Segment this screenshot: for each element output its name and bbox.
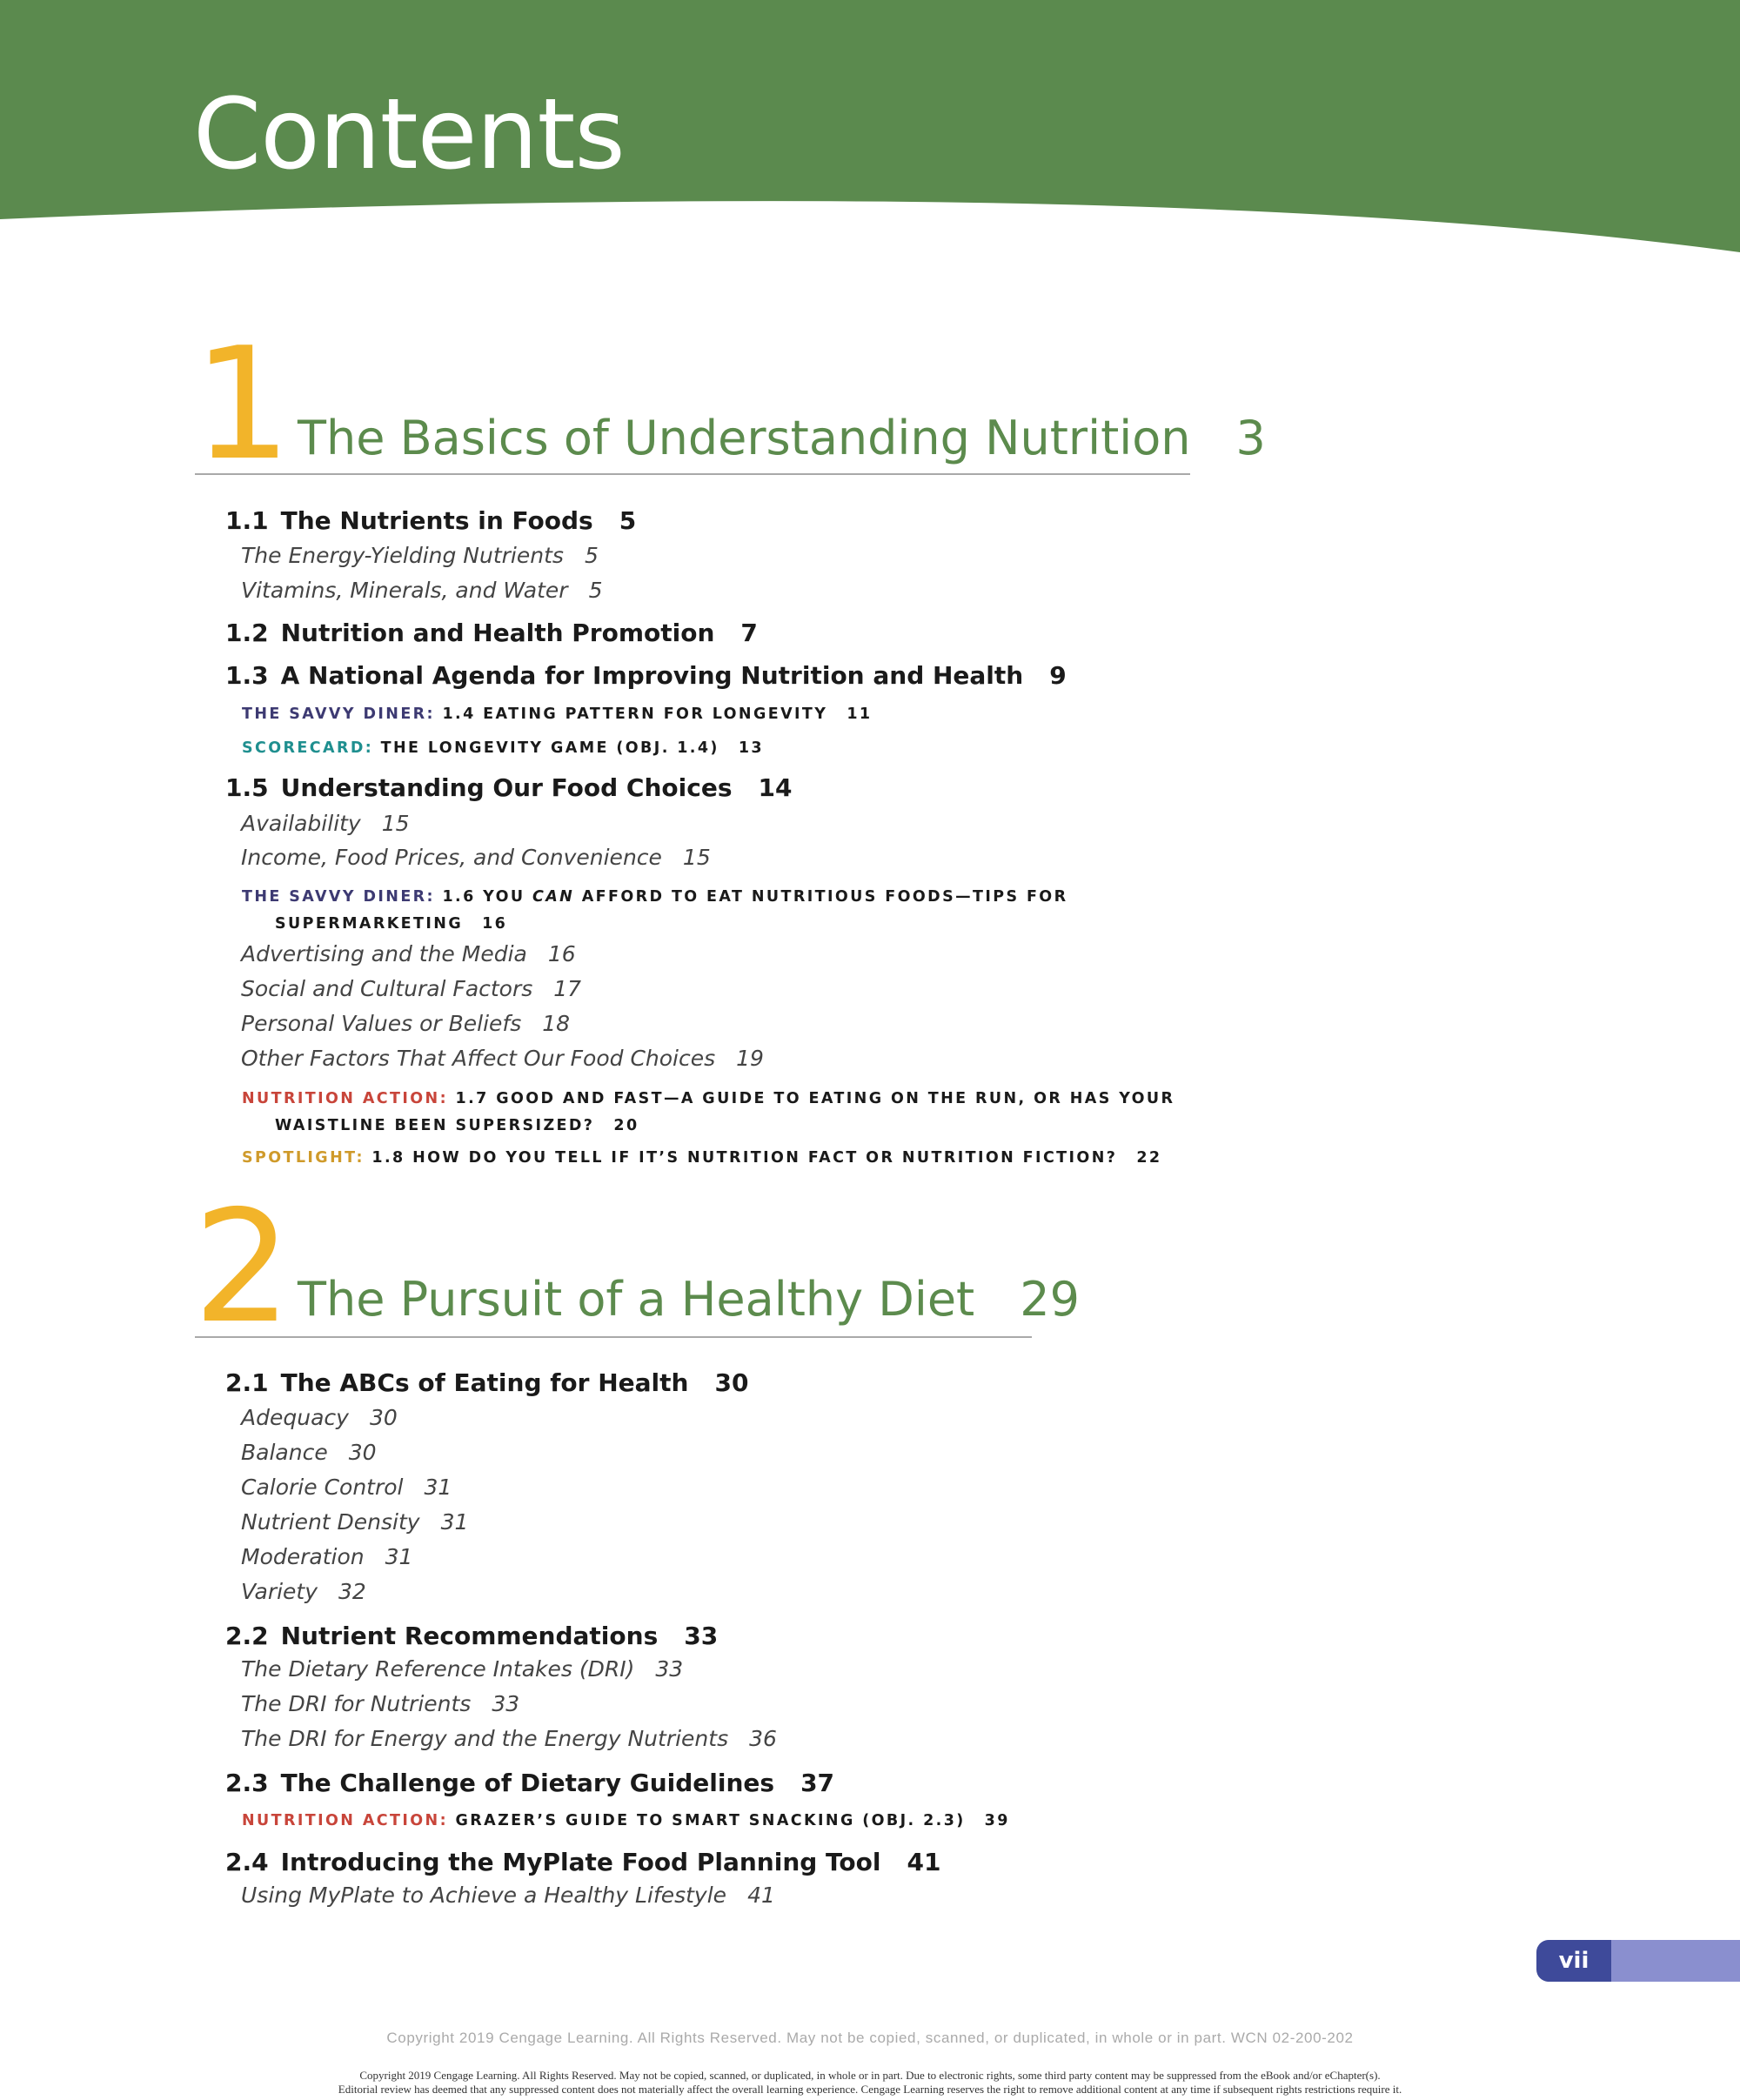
- copyright-notice: Copyright 2019 Cengage Learning. All Rights Reserved. May not be copied, scanned, or duplicated, in whole or in part. WCN 02-200-202: [386, 2030, 1354, 2046]
- subsection-page: 18: [542, 1011, 571, 1036]
- feature-title: 1.4 EATING PATTERN FOR LONGEVITY: [442, 706, 828, 723]
- subsection-page: 5: [584, 543, 599, 568]
- section-number: 1.2: [225, 619, 269, 647]
- subsection-entry[interactable]: [241, 1656, 683, 1682]
- subsection-page: 31: [385, 1544, 413, 1569]
- feature-label: SPOTLIGHT:: [242, 1149, 365, 1167]
- fine-print-line-2: Editorial review has deemed that any suppressed content does not materially affect the overall learning experience. Cengage Learning reserves the right to remove additional content at any time if subsequent rights restrictions require it.: [338, 2083, 1402, 2096]
- subsection-page: 15: [381, 811, 410, 836]
- subsection-title: Using MyPlate to Achieve a Healthy Lifestyle: [241, 1883, 727, 1908]
- page-title: Contents: [193, 78, 625, 191]
- feature-label: THE SAVVY DINER:: [242, 706, 435, 723]
- feature-title: THE LONGEVITY GAME (OBJ. 1.4): [380, 739, 719, 757]
- feature-entry[interactable]: [242, 735, 764, 762]
- section-number: 2.1: [225, 1368, 269, 1397]
- subsection-entry[interactable]: [241, 976, 581, 1002]
- section-page: 7: [740, 619, 758, 647]
- subsection-page: 30: [348, 1440, 377, 1465]
- subsection-entry[interactable]: [241, 1011, 570, 1037]
- feature-label: NUTRITION ACTION:: [242, 1812, 448, 1829]
- section-page: 41: [907, 1848, 941, 1876]
- subsection-page: 32: [338, 1579, 366, 1604]
- feature-entry[interactable]: [242, 1808, 1010, 1835]
- feature-line-1: [242, 884, 1067, 911]
- section-title: The ABCs of Eating for Health: [280, 1368, 689, 1397]
- subsection-page: 31: [424, 1475, 452, 1500]
- feature-entry[interactable]: [242, 1145, 1161, 1172]
- subsection-title: The Energy-Yielding Nutrients: [241, 543, 564, 568]
- feature-label: NUTRITION ACTION:: [242, 1090, 448, 1107]
- feature-title-emphasis: CAN: [532, 888, 575, 906]
- subsection-entry[interactable]: [241, 811, 410, 837]
- section-number: 2.4: [225, 1848, 269, 1876]
- subsection-page: 5: [588, 578, 603, 603]
- chapter-title[interactable]: [298, 412, 1266, 465]
- fine-print-line-1: Copyright 2019 Cengage Learning. All Rights Reserved. May not be copied, scanned, or duplicated, in whole or in part. Due to electronic rights, some third party content may be suppressed from the eBook and/or eChapter(s).: [359, 2069, 1381, 2082]
- subsection-page: 17: [553, 976, 582, 1001]
- section-number: 1.1: [225, 506, 269, 535]
- section-entry[interactable]: [225, 773, 792, 803]
- feature-page: 11: [847, 706, 873, 723]
- section-page: 9: [1049, 661, 1067, 690]
- feature-page: 20: [613, 1117, 639, 1134]
- section-title: Introducing the MyPlate Food Planning Tool: [280, 1848, 881, 1876]
- chapter-page: 3: [1235, 411, 1266, 465]
- subsection-entry[interactable]: [241, 1509, 468, 1535]
- subsection-title: The DRI for Energy and the Energy Nutrients: [241, 1726, 729, 1751]
- subsection-title: Nutrient Density: [241, 1509, 420, 1535]
- subsection-title: Income, Food Prices, and Convenience: [241, 845, 662, 870]
- feature-entry[interactable]: [242, 1086, 1174, 1140]
- section-page: 30: [714, 1368, 749, 1397]
- section-entry[interactable]: [225, 506, 636, 536]
- section-number: 1.3: [225, 661, 269, 690]
- subsection-page: 41: [747, 1883, 775, 1908]
- chapter-page: 29: [1020, 1272, 1080, 1327]
- feature-page: 13: [738, 739, 764, 757]
- subsection-entry[interactable]: [241, 543, 599, 569]
- subsection-entry[interactable]: [241, 578, 602, 604]
- subsection-entry[interactable]: [241, 1475, 452, 1501]
- section-title: Nutrient Recommendations: [280, 1622, 659, 1650]
- chapter-number: 1: [193, 314, 292, 494]
- section-entry[interactable]: [225, 661, 1067, 691]
- subsection-page: 19: [736, 1046, 764, 1071]
- subsection-title: Adequacy: [241, 1405, 349, 1430]
- section-page: 37: [800, 1769, 835, 1797]
- section-title: Nutrition and Health Promotion: [280, 619, 715, 647]
- section-title: The Challenge of Dietary Guidelines: [280, 1769, 775, 1797]
- feature-line-1: [242, 1086, 1174, 1113]
- subsection-page: 31: [440, 1509, 469, 1535]
- subsection-entry[interactable]: [241, 1579, 366, 1605]
- feature-label: THE SAVVY DINER:: [242, 888, 435, 906]
- feature-title-cont: WAISTLINE BEEN SUPERSIZED?: [275, 1117, 595, 1134]
- section-entry[interactable]: [225, 619, 758, 648]
- chapter-rule: [195, 1336, 1032, 1338]
- subsection-title: Variety: [241, 1579, 318, 1604]
- subsection-entry[interactable]: [241, 1726, 777, 1752]
- section-number: 1.5: [225, 773, 269, 802]
- feature-line-2: [242, 1113, 1174, 1140]
- subsection-entry[interactable]: [241, 1691, 519, 1717]
- feature-title: GRAZER’S GUIDE TO SMART SNACKING (OBJ. 2.3): [455, 1812, 966, 1829]
- feature-title: 1.8 HOW DO YOU TELL IF IT’S NUTRITION FACT OR NUTRITION FICTION?: [371, 1149, 1118, 1167]
- feature-page: 22: [1136, 1149, 1162, 1167]
- section-number: 2.2: [225, 1622, 269, 1650]
- subsection-entry[interactable]: [241, 941, 576, 967]
- subsection-page: 16: [547, 941, 576, 966]
- subsection-title: Balance: [241, 1440, 328, 1465]
- section-page: 5: [619, 506, 637, 535]
- section-entry[interactable]: [225, 1622, 718, 1651]
- subsection-title: Other Factors That Affect Our Food Choices: [241, 1046, 716, 1071]
- page-number-tab: [1536, 1940, 1740, 1982]
- subsection-title: Social and Cultural Factors: [241, 976, 533, 1001]
- subsection-page: 30: [369, 1405, 398, 1430]
- page-number: vii: [1558, 1948, 1589, 1974]
- subsection-entry[interactable]: [241, 845, 711, 871]
- subsection-title: Vitamins, Minerals, and Water: [241, 578, 568, 603]
- subsection-entry[interactable]: [241, 1440, 377, 1466]
- subsection-entry[interactable]: [241, 1544, 412, 1570]
- subsection-title: The Dietary Reference Intakes (DRI): [241, 1656, 635, 1682]
- chapter-title-text: The Basics of Understanding Nutrition: [298, 411, 1191, 465]
- section-title: Understanding Our Food Choices: [280, 773, 733, 802]
- section-title: A National Agenda for Improving Nutrition and Health: [280, 661, 1024, 690]
- feature-page: 16: [482, 915, 508, 933]
- feature-title-cont: SUPERMARKETING: [275, 915, 464, 933]
- feature-title-a: 1.6 YOU: [442, 888, 532, 906]
- subsection-page: 33: [492, 1691, 520, 1716]
- subsection-entry[interactable]: [241, 1405, 398, 1431]
- feature-line-2: [242, 911, 1067, 938]
- section-page: 33: [684, 1622, 719, 1650]
- subsection-page: 36: [749, 1726, 777, 1751]
- section-entry[interactable]: [225, 1848, 940, 1877]
- section-number: 2.3: [225, 1769, 269, 1797]
- subsection-title: The DRI for Nutrients: [241, 1691, 472, 1716]
- subsection-entry[interactable]: [241, 1883, 775, 1909]
- feature-label: SCORECARD:: [242, 739, 374, 757]
- section-title: The Nutrients in Foods: [280, 506, 593, 535]
- subsection-page: 15: [682, 845, 711, 870]
- section-entry[interactable]: [225, 1769, 834, 1798]
- chapter-title-text: The Pursuit of a Healthy Diet: [298, 1272, 975, 1327]
- subsection-entry[interactable]: [241, 1046, 764, 1072]
- chapter-title[interactable]: [298, 1274, 1080, 1326]
- feature-title-b: AFFORD TO EAT NUTRITIOUS FOODS—TIPS FOR: [574, 888, 1068, 906]
- feature-entry[interactable]: [242, 701, 873, 728]
- subsection-title: Moderation: [241, 1544, 365, 1569]
- subsection-title: Personal Values or Beliefs: [241, 1011, 522, 1036]
- chapter-number: 2: [193, 1177, 292, 1357]
- page-tab-right: [1611, 1940, 1740, 1982]
- section-page: 14: [758, 773, 793, 802]
- chapter-rule: [195, 473, 1190, 475]
- section-entry[interactable]: [225, 1368, 748, 1398]
- feature-entry[interactable]: [242, 884, 1067, 938]
- subsection-title: Availability: [241, 811, 361, 836]
- feature-title-a: 1.7 GOOD AND FAST—A GUIDE TO EATING ON THE RUN, OR HAS YOUR: [455, 1090, 1175, 1107]
- subsection-title: Calorie Control: [241, 1475, 404, 1500]
- subsection-title: Advertising and the Media: [241, 941, 527, 966]
- feature-page: 39: [984, 1812, 1010, 1829]
- subsection-page: 33: [655, 1656, 684, 1682]
